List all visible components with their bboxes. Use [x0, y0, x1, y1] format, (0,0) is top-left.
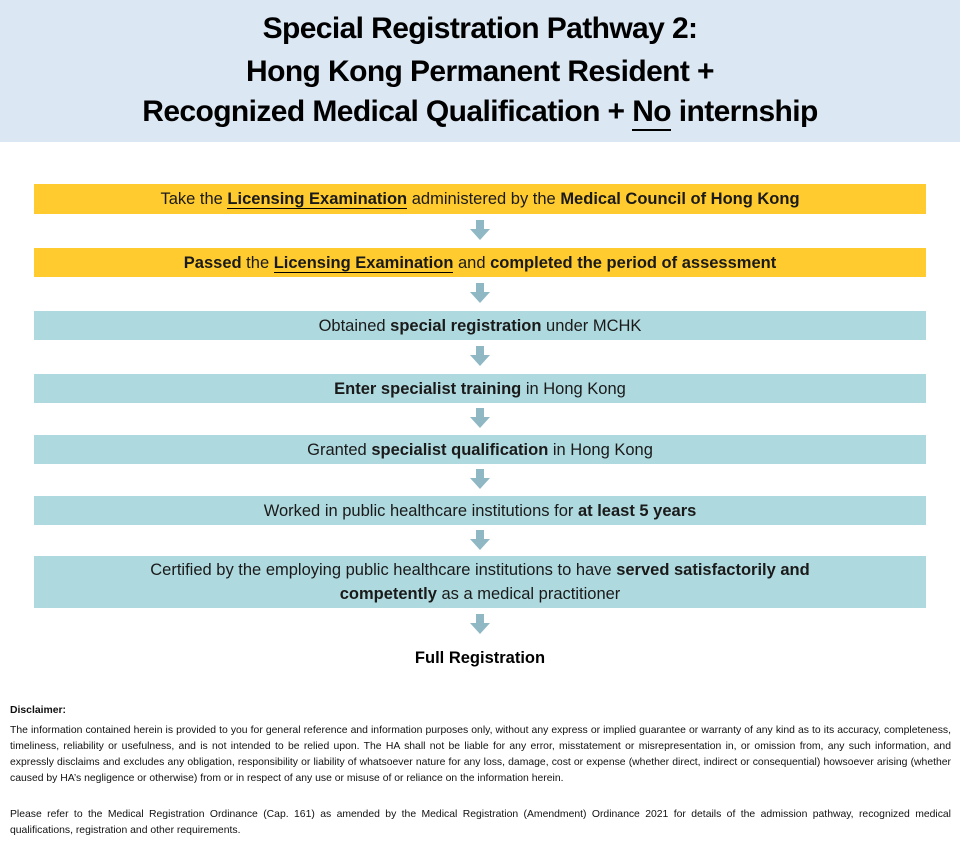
title-underlined-no: No	[632, 95, 671, 131]
arrow-down-icon	[470, 408, 490, 428]
ordinance-reference-note: Please refer to the Medical Registration Ordinance (Cap. 161) as amended by the Medical Registration (Amendment) Ordinance 2021 for details of the admission pathway, recognized medical qualifications, registration and other requirements.	[10, 809, 951, 836]
title-line-2: Hong Kong Permanent Resident +	[246, 55, 714, 88]
assessment-emphasis: completed the period of assessment	[490, 253, 777, 272]
title-line-3	[0, 94, 960, 130]
licensing-examination-emphasis: Licensing Examination	[227, 190, 408, 208]
arrow-down-icon	[470, 283, 490, 303]
step-text: Granted specialist qualification in Hong Kong	[307, 440, 653, 459]
step-certified-satisfactory	[34, 556, 926, 608]
disclaimer-title: Disclaimer:	[10, 705, 67, 716]
title-line-3-prefix: Recognized Medical Qualification +	[142, 95, 633, 128]
arrow-down-icon	[470, 220, 490, 240]
disclaimer-paragraph: The information contained herein is provided to you for general reference and information purposes only, without any express or implied guarantee or warranty of any kind as to its accuracy, completeness, timeliness, reliability or usefulness, and is not intended to be relied upon. The HA shall not be liable for any error, misstatement or misrepresentation in, or omission from, any such information, and expressly disclaims and excludes any obligation, responsibility or liability of whatsoever nature for any loss, damage, cost or expense (whether direct, indirect or consequential) howsoever arising (whether caused by HA’s negligence or otherwise) from or in respect of any use or misuse of or reliance on the information herein.	[10, 725, 951, 784]
mchk-emphasis: Medical Council of Hong Kong	[560, 190, 800, 208]
step-text: Certified by the employing public healthcare institutions to have served satisfactorily and competently as a medical practitioner	[150, 561, 810, 603]
step-licensing-exam	[34, 184, 926, 214]
final-outcome-full-registration: Full Registration	[414, 649, 546, 667]
arrow-down-icon	[470, 614, 490, 634]
step-text: Worked in public healthcare institutions for at least 5 years	[263, 501, 697, 520]
step-text: Obtained special registration under MCHK	[318, 316, 642, 335]
arrow-down-icon	[470, 346, 490, 366]
step-text: Enter specialist training in Hong Kong	[334, 379, 626, 398]
title-line-1: Special Registration Pathway 2:	[262, 12, 698, 45]
step-public-service-years	[34, 496, 926, 525]
arrow-down-icon	[470, 530, 490, 550]
title-banner	[0, 0, 960, 142]
step-text: Take the Licensing Examination administered by the Medical Council of Hong Kong	[160, 190, 800, 208]
title-line-3-suffix: internship	[671, 95, 818, 128]
step-specialist-training	[34, 374, 926, 403]
step-text: Passed the Licensing Examination and completed the period of assessment	[183, 253, 777, 272]
arrow-down-icon	[470, 469, 490, 489]
step-special-registration	[34, 311, 926, 340]
licensing-examination-emphasis: Licensing Examination	[273, 253, 454, 272]
step-passed-exam	[34, 248, 926, 277]
step-specialist-qualification	[34, 435, 926, 464]
